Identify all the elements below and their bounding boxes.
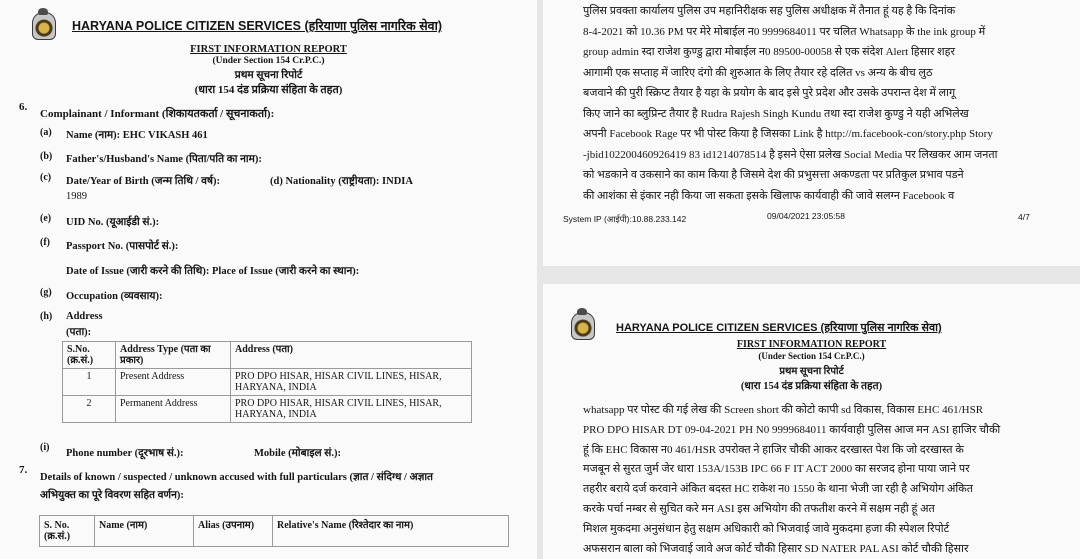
col-sno: S. No. (क्र.सं.) [40,516,95,547]
item-7-line-1: Details of known / suspected / unknown accused with full particulars (ज्ञात / संदिग्ध / अज्ञात [40,472,434,483]
row-type: Present Address [116,369,231,396]
row-address: PRO DPO HISAR, HISAR CIVIL LINES, HISAR, HARYANA, INDIA [231,396,472,423]
police-emblem-icon [571,312,595,340]
text-line: किए जाने का ब्लुप्रिन्ट तैयार है Rudra Rajesh Singh Kundu तथा स्दा राजेश कुण्डु ने यही अभिलेख [583,107,969,120]
tag-g: (g) [40,287,52,298]
address-label-hindi: (पता): [66,327,92,338]
police-emblem-icon [32,12,56,40]
col-name: Name (नाम) [95,516,194,547]
tag-i: (i) [40,442,50,453]
hindi-title: प्रथम सूचना रिपोर्ट [779,366,844,377]
item-7-number: 7. [19,464,28,476]
fir-title: FIRST INFORMATION REPORT [190,44,347,55]
text-line: मजबून से सुरत जुर्म जेर धारा 153A/153B IPC 66 F IT ACT 2000 का सरजद होना पाया जाने पर [583,463,970,476]
row-sno: 1 [63,369,116,396]
address-label: Address [66,311,103,322]
col-address: Address (पता) [231,342,472,369]
row-sno: 2 [63,396,116,423]
complainant-name: Name (नाम): EHC VIKASH 461 [66,130,208,141]
birth-date: Date/Year of Birth (जन्म तिथि / वर्ष): [66,176,220,187]
tag-a: (a) [40,127,52,138]
fir-page-right-top [543,0,1080,266]
page-number: 4/7 [1018,212,1030,222]
address-table [62,341,472,423]
passport-number: Passport No. (पासपोर्ट सं.): [66,241,179,252]
accused-table-header [40,516,509,547]
text-line: की आशंका से इंकार नही किया जा सकता इसके खिलाफ कार्यवाही की जावे सलग्न Facebook व [583,189,955,202]
accused-table [39,515,509,547]
fir-page-left [0,0,537,559]
hindi-section: (धारा 154 दंड प्रक्रिया संहिता के तहत) [194,84,343,96]
text-line: 8-4-2021 को 10.36 PM पर मेरे मोबाईल न0 9999684011 पर चलित Whatsapp के the ink group में [583,25,986,38]
col-type: Address Type (पता का प्रकार) [116,342,231,369]
text-line: तहरीर बराये दर्ज करवाने अंकित बदस्त HC राकेश न0 1550 के थाना भेजी जा रही है अभियोग अंकित [583,483,973,496]
header-title: HARYANA POLICE CITIZEN SERVICES (हरियाणा पुलिस नागरिक सेवा) [72,19,443,33]
mobile-number: Mobile (मोबाइल सं.): [254,448,341,459]
uid-number: UID No. (यूआईडी सं.): [66,217,160,228]
address-table-header [63,342,472,369]
row-address: PRO DPO HISAR, HISAR CIVIL LINES, HISAR, HARYANA, INDIA [231,369,472,396]
text-line: group admin स्दा राजेश कुण्डु द्वारा मोबाईल न0 89500-00058 से एक संदेश Alert हिसार शहर [583,46,955,58]
tag-f: (f) [40,237,50,248]
text-line: -jbid102200460926419 83 id1214078514 है इसने ऐसा प्रलेख Social Media पर लिखकर आम जनता [583,148,998,161]
text-line: अफसरान बाला को भिजवाई जावे अज कोर्ट चौकी हिसार SD NATER PAL ASI कोर्ट चौकी हिसार [583,542,969,555]
text-line: मिशल मुकदमा अनुसंधान हेतु सक्षम अधिकारी को भिजवाई जावे मुकदमा हजा की स्पेशल रिपोर्ट [583,522,950,535]
text-line: को भडकाने व उकसाने का काम किया है जिसमे देश की प्रभुसत्ता अकण्डता पर प्रतिकुल प्रभाव पडने [583,169,964,181]
phone-number: Phone number (दूरभाष सं.): [66,448,184,459]
row-type: Permanent Address [116,396,231,423]
text-line: आगामी एक सप्ताह में जारिए दंगो की शुरुआत के लिए तैयार रहे दलित vs अन्य के बीच लुठ [583,66,933,79]
father-name: Father's/Husband's Name (पिता/पति का नाम): [66,154,262,165]
tag-e: (e) [40,213,52,224]
hindi-title: प्रथम सूचना रिपोर्ट [234,70,303,81]
issue-date-place: Date of Issue (जारी करने की तिथि): Place of Issue (जारी करने का स्थान): [66,266,360,277]
header-title: HARYANA POLICE CITIZEN SERVICES (हरियाणा पुलिस नागरिक सेवा) [616,322,942,334]
col-sno: S.No. (क्र.सं.) [63,342,116,369]
text-line: अपनी Facebook Rage पर भी पोस्ट किया है जिसका Link है http://m.facebook-con/story.php Story [583,128,993,140]
tag-c: (c) [40,172,52,183]
text-line: whatsapp पर पोस्ट की गई लेख की Screen short की कोटो कापी sd विकास, विकास EHC 461/HSR [583,404,984,416]
text-line: हूं कि EHC विकास न0 461/HSR उपरोक्त ने हाजिर चौकी आकर दरखास्त पेश कि जो दरखास्त के [583,443,964,456]
fir-page-right-bottom [543,284,1080,559]
nationality: (d) Nationality (राष्ट्रीयता): INDIA [270,176,413,187]
occupation: Occupation (व्यवसाय): [66,291,163,302]
timestamp: 09/04/2021 23:05:58 [767,211,845,221]
col-relative: Relative's Name (रिश्तेदार का नाम) [273,516,509,547]
item-7-line-2: अभियुक्त का पूरे विवरण सहित वर्णन): [40,490,184,501]
fir-title: FIRST INFORMATION REPORT [736,339,887,350]
hindi-section: (धारा 154 दंड प्रक्रिया संहिता के तहत) [740,381,883,392]
tag-h: (h) [40,311,53,322]
table-row [63,369,472,396]
col-alias: Alias (उपनाम) [194,516,273,547]
section-ref: (Under Section 154 Cr.P.C.) [758,351,865,361]
tag-b: (b) [40,151,53,162]
item-6-label: Complainant / Informant (शिकायतकर्ता / सूचनाकर्ता): [40,108,275,120]
system-ip: System IP (आईपी):10.88.233.142 [563,214,687,224]
section-ref: (Under Section 154 Cr.P.C.) [212,56,325,66]
birth-year: 1989 [66,191,87,202]
item-6-number: 6. [19,101,28,113]
text-line: करके पर्चा नम्बर से सुचित करे मन ASI इस अभियोग की तफतीश करने में सक्षम नही हूं अत [583,503,935,515]
text-line: बजवाने की पुरी स्क्रिप्ट तैयार है यहा के प्रयोग के बाद इसे पुरे प्रदेश और उसके उपरान्त देश में लागू [583,87,956,99]
text-line: PRO DPO HISAR DT 09-04-2021 PH N0 9999684011 कार्यवाही पुलिस आज मन ASI हाजिर चौकी [583,423,1001,436]
table-row [63,396,472,423]
text-line: पुलिस प्रवक्ता कार्यालय पुलिस उप महानिरीक्षक सह पुलिस अधीक्षक में तैनात हूं यह है कि दिनांक [583,5,956,17]
